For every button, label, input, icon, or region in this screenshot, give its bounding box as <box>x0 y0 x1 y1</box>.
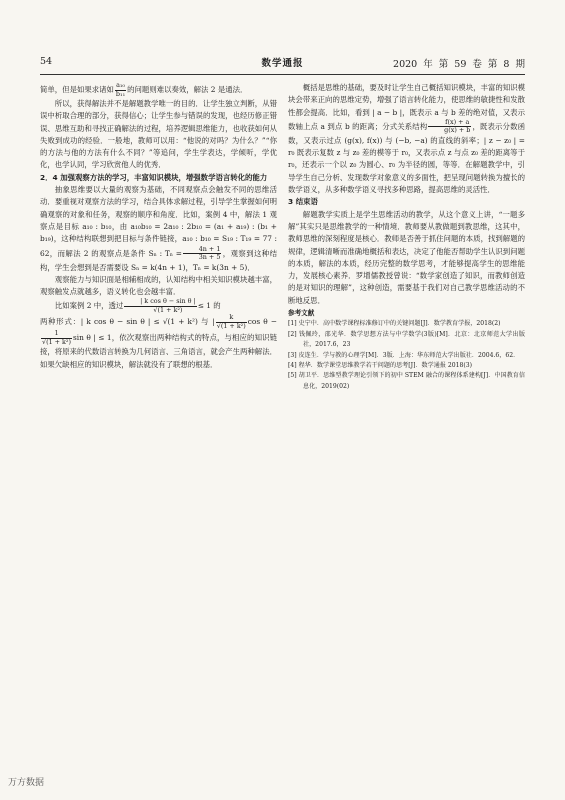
text-run: ≤ 1 的 <box>197 301 221 311</box>
issue-info: 2020 年 第 59 卷 第 8 期 <box>393 59 525 70</box>
paragraph: 所以，获得解法并不是解题教学唯一的目的．让学生独立判断，从错误中析取合理的部分，获得信心；让学生参与错误的发现，也经历修正错误、思维互助和寻找正确解法的过程，培养逻辑思维能力，也收获如何从失败到成功的经验．一般地，教师可以用：“他说的对吗？为什么？”“你的方法与他的方法有什么不同？”等追问，学生学表达，学倾听，学优化，也学认同，学习欣赏他人的优秀． <box>40 99 277 170</box>
text-run: 比如案例 2 中，透过 <box>54 301 124 311</box>
fraction-denominator: √(1 + k²) <box>153 305 183 314</box>
fraction-denominator: √(1 + k²) <box>216 321 246 330</box>
reference-item: [5] 胡卫平．思维型教学理论引领下的初中 STEM 融合的课程体系建构[J]．中国教育信息化，2019(02) <box>288 372 525 390</box>
paragraph <box>40 184 277 274</box>
journal-name: 数学通报 <box>261 58 304 69</box>
fraction-numerator: a₁₀ <box>116 81 125 89</box>
paragraph: 观察能力与知识面是相辅相成的，认知结构中相关知识模块越丰富，观察触发点就越多，语义转化也会越丰富． <box>40 274 277 297</box>
fraction-denominator: b₁₁ <box>115 89 126 98</box>
fraction-numerator: f(x) + a <box>428 119 471 128</box>
text-run: 概括是思维的基础，要及时让学生自己概括知识模块，丰富的知识模块会带来正向的思维定势，增强了语言转化能力，使思维的敏捷性和发散性都会提高．比如，看到 | a − b |，既表示 a 与 b 差的绝对值，又表示数轴上点 a 到点 b 的距离；分式关系结构 <box>288 83 525 131</box>
references-heading: 参考文献 <box>288 309 315 318</box>
section-heading-2-4: 2．4 加强观察方法的学习，丰富知识模块，增强数学语言转化的能力 <box>40 172 268 182</box>
page-header <box>40 52 525 75</box>
page-number: 54 <box>40 56 53 67</box>
fraction-numerator: k <box>216 314 247 323</box>
text-run: ，观察到这种结构，学生会想到是否需要设 Sₙ = k(4n + 1)，Tₙ = k(3n + 5)． <box>40 248 277 272</box>
text-run: 两种形式：| k cos θ − sin θ | ≤ √(1 + k²) 与 <box>40 317 210 327</box>
fraction-denominator: √(1 + k²) <box>42 337 71 346</box>
paragraph: 解题教学实质上是学生思维活动的教学，从这个意义上讲，“一题多解”其实只是思维教学的一种情境．教师要从教做题到教思维，这其中，教师思维的深刻程度是核心．教师是否善于抓住问题的本质，找到解题的规律，逻辑清晰而准确地概括和表达，决定了他能否帮助学生认识到问题的本质，解法的本质，经历完整的数学思考，才能够提高学生的思维能力，发展核心素养．罗增儒教授曾说：“数学家创造了知识，而教师创造的是对知识的理解”，这种创造，需要基于我们对自己教学思维活动的不断地反思． <box>288 209 525 305</box>
fraction <box>428 119 471 135</box>
fraction-numerator: 4n + 1 <box>183 246 221 255</box>
fraction-numerator: | k cos θ − sin θ | <box>124 298 196 307</box>
section-heading-3: 3 结束语 <box>288 197 318 207</box>
text-run: | <box>212 317 215 327</box>
text-run: cos θ − <box>247 317 277 327</box>
fraction <box>124 298 196 314</box>
text-run: 的问题则难以奏效，解法 2 是通法． <box>127 85 248 94</box>
fraction <box>115 82 126 98</box>
fraction-denominator: 3n + 5 <box>198 253 221 262</box>
text-run: 简单，但是如果求诸如 <box>40 85 114 94</box>
fraction-denominator: g(x) + b <box>444 126 471 135</box>
fraction-numerator: 1 <box>41 330 72 339</box>
paragraph <box>40 82 277 98</box>
watermark: 万方数据 <box>8 778 45 788</box>
right-column <box>288 82 525 392</box>
references-list <box>288 319 525 392</box>
fraction <box>183 246 221 262</box>
text-run: sin θ | ≤ 1，依次观察出两种结构式的特点，与相应的知识链接，将原来的代数语言转换为几何语言、三角语言，就会产生两种解法．如果欠缺相应的知识模块，解法就没有了联想的根基． <box>40 333 277 369</box>
text-run: ，既表示分数函数，又表示过点 (g(x), f(x)) 与 (−b, −a) 的直线的斜率；| z − z₀ | = r₀ 既表示复数 z 与 z₀ 差的模等于 r₀，又表示点 z 与点 z₀ 差的距离等于 r₀，还表示一个以 z₀ 为圆心、r₀ 为半径的圆，等等．在解题教学中，引导学生自己分析、发现数学对象意义的多面性，把呈现问题转换为擅长的数学语义，从多种数学语义寻找多种思路，提高思维的灵活性． <box>288 121 525 195</box>
paragraph <box>40 298 277 314</box>
fraction <box>41 330 72 346</box>
paragraph <box>40 314 277 371</box>
reference-item: [3] 皮连生．学与教的心理学[M]．3版．上海：华东师范大学出版社．2004.6，62． <box>288 351 520 359</box>
fraction <box>216 314 247 330</box>
text-run: 抽象思维要以大量的观察为基础，不同观察点会触发不同的思维活动．要重视对观察方法的学习，结合具体求解过程，引导学生掌握如何明确观察的对象和任务，观察的顺序和角度．比如，案例 4 中，解法 1 观察点是目标 a₁₀ : b₁₀，由 a₁₀b₁₀ = 2a₁₀ : 2b₁₀ = (a₁ + a₁₉) : (b₁ + b₁₉)，这种结构联想到把目标与条件链接，a₁₀ : b₁₀ = S₁₉ : T₁₉ = 77 : 62，而解法 2 的观察点是条件 Sₙ : Tₙ = <box>40 185 277 258</box>
left-column <box>40 82 277 371</box>
reference-item: [1] 史宁中．高中数学课程标准修订中的关键问题[J]．数学教育学报，2018(2) <box>288 320 501 328</box>
reference-item: [4] 程华．数学课堂思维教学若干问题的思考[J]．数学通报 2018(3) <box>288 361 472 369</box>
paragraph <box>288 82 525 196</box>
reference-item: [2] 钱佩玲，邵光华．数学思想方法与中学数学(3版)[M]．北京：北京师范大学出版社，2017.6，23 <box>288 330 525 349</box>
